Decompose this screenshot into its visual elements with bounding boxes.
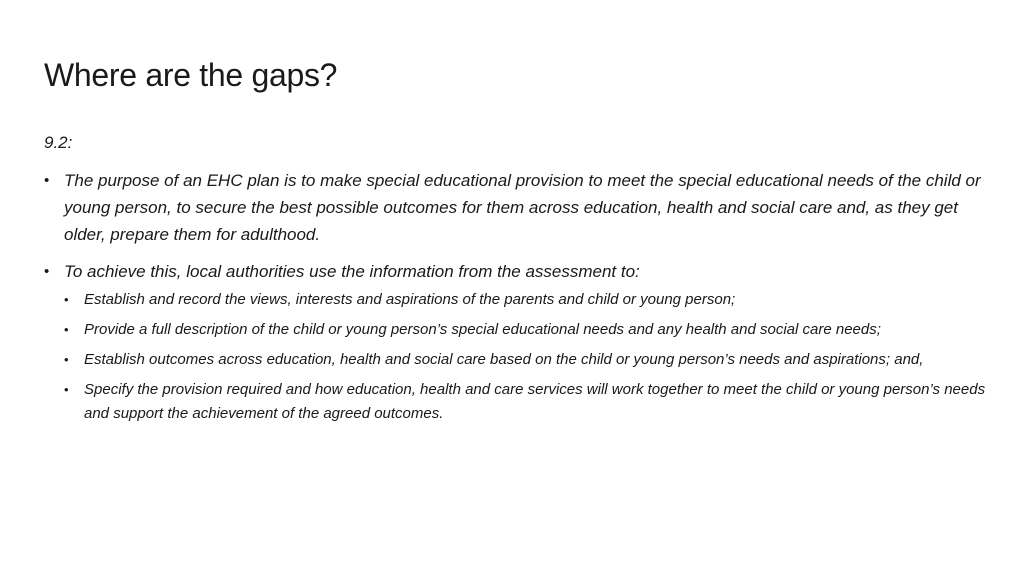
sub-bullet-text: Establish and record the views, interests and aspirations of the parents and child or young person; <box>84 291 736 308</box>
sub-bullet-item <box>64 288 994 312</box>
sub-bullet-item <box>64 378 994 426</box>
slide-body <box>44 130 994 436</box>
sub-bullet-text: Provide a full description of the child or young person’s special educational needs and any health and social care needs; <box>84 321 881 338</box>
sub-bullet-text: Establish outcomes across education, health and social care based on the child or young person’s needs and aspirations; and, <box>84 351 924 368</box>
bullet-list <box>44 167 994 426</box>
sub-bullet-item <box>64 318 994 342</box>
bullet-text: The purpose of an EHC plan is to make special educational provision to meet the special educational needs of the child or young person, to secure the best possible outcomes for them across education, health and social care and, as they get older, prepare them for adulthood. <box>64 171 981 244</box>
slide-title: Where are the gaps? <box>44 57 338 93</box>
sub-bullet-text: Specify the provision required and how education, health and care services will work together to meet the child or young person’s needs and support the achievement of the agreed outcomes. <box>84 381 986 422</box>
sub-bullet-item <box>64 348 994 372</box>
bullet-item-purpose <box>44 167 994 248</box>
section-reference: 9.2: <box>44 133 73 152</box>
bullet-text: To achieve this, local authorities use the information from the assessment to: <box>64 262 640 281</box>
bullet-item-achieve <box>44 258 994 426</box>
sub-bullet-list <box>64 288 994 426</box>
